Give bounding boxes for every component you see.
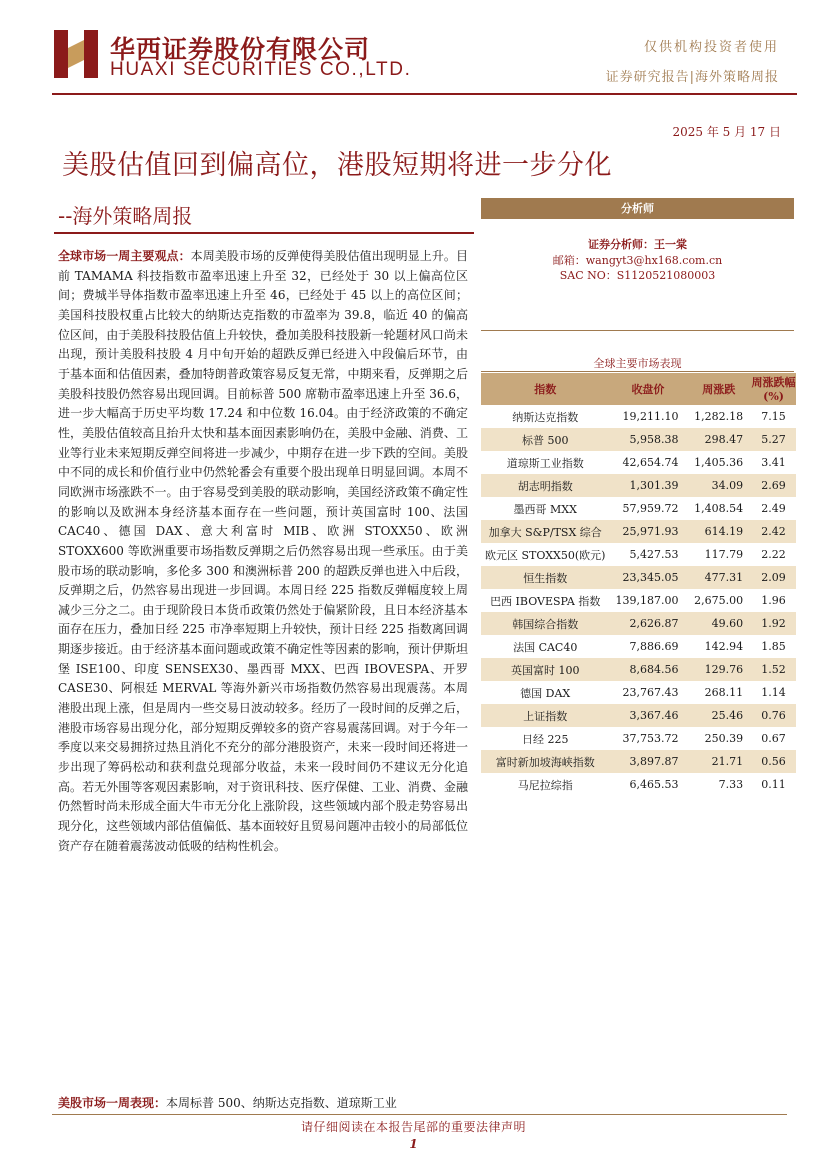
index-name-cell: 德国 DAX — [520, 686, 571, 700]
weekly-pct-cell: 1.14 — [761, 686, 786, 699]
caption-divider — [481, 371, 794, 372]
company-logo — [54, 30, 98, 78]
index-name-cell: 欧元区 STOXX50(欧元) — [485, 548, 606, 562]
weekly-pct-cell: 2.42 — [751, 520, 796, 543]
weekly-pct-cell: 2.69 — [751, 474, 796, 497]
close-price-cell: 42,654.74 — [622, 456, 679, 469]
close-price-cell: 7,886.69 — [629, 640, 679, 653]
main-paragraph — [58, 247, 468, 856]
weekly-change-cell: 7.33 — [718, 778, 744, 791]
bottom-text: 本周标普 500、纳斯达克指数、道琼斯工业 — [166, 1096, 397, 1110]
paragraph-lead: 全球市场一周主要观点： — [58, 249, 191, 263]
table-row — [481, 750, 796, 773]
close-price-cell: 25,971.93 — [609, 520, 686, 543]
close-price-cell: 23,767.43 — [622, 686, 679, 699]
table-row — [481, 612, 796, 635]
table-row — [481, 727, 796, 750]
index-name-cell: 胡志明指数 — [481, 474, 609, 497]
weekly-change-cell: 1,405.36 — [694, 456, 744, 469]
col-header-change: 周涨跌 — [686, 373, 751, 405]
weekly-pct-cell: 2.22 — [761, 548, 786, 561]
table-row — [481, 773, 796, 796]
table-row — [481, 681, 796, 704]
weekly-change-cell: 268.11 — [704, 686, 744, 699]
analyst-email: 邮箱：wangyt3@hx168.com.cn — [552, 254, 723, 267]
index-name-cell: 韩国综合指数 — [481, 612, 609, 635]
index-name-cell: 纳斯达克指数 — [512, 410, 579, 424]
subtitle-divider — [54, 232, 474, 234]
weekly-change-cell: 1,282.18 — [694, 410, 744, 424]
weekly-pct-cell: 0.76 — [751, 704, 796, 727]
weekly-change-cell: 34.09 — [686, 474, 751, 497]
table-row — [481, 543, 796, 566]
company-name-cn: 华西证券股份有限公司 — [110, 35, 371, 64]
close-price-cell: 5,958.38 — [609, 428, 686, 451]
table-row — [481, 704, 796, 727]
table-header-row — [481, 373, 796, 405]
close-price-cell: 3,367.46 — [609, 704, 686, 727]
weekly-pct-cell: 5.27 — [751, 428, 796, 451]
index-name-cell: 上证指数 — [481, 704, 609, 727]
weekly-pct-cell: 1.85 — [761, 640, 786, 653]
weekly-pct-cell: 1.52 — [751, 658, 796, 681]
analyst-sac: SAC NO：S1120521080003 — [559, 269, 716, 282]
weekly-pct-cell: 3.41 — [761, 456, 786, 469]
index-name-cell: 加拿大 S&P/TSX 综合 — [481, 520, 609, 543]
close-price-cell: 1,301.39 — [609, 474, 686, 497]
table-row — [481, 589, 796, 612]
close-price-cell: 3,897.87 — [609, 750, 686, 773]
weekly-pct-cell: 0.67 — [761, 732, 786, 745]
index-name-cell: 道琼斯工业指数 — [506, 456, 584, 470]
header-divider — [52, 93, 797, 95]
weekly-change-cell: 117.79 — [704, 548, 744, 561]
close-price-cell: 6,465.53 — [629, 778, 679, 791]
table-row — [481, 635, 796, 658]
bottom-paragraph — [58, 1094, 478, 1113]
weekly-change-cell: 49.60 — [686, 612, 751, 635]
index-name-cell: 法国 CAC40 — [513, 640, 578, 654]
table-row — [481, 658, 796, 681]
weekly-change-cell: 614.19 — [686, 520, 751, 543]
index-name-cell: 恒生指数 — [481, 566, 609, 589]
table-row — [481, 497, 796, 520]
weekly-pct-cell: 0.11 — [761, 778, 786, 791]
weekly-change-cell: 142.94 — [704, 640, 744, 653]
weekly-change-cell: 298.47 — [686, 428, 751, 451]
report-date: 2025 年 5 月 17 日 — [672, 125, 781, 139]
index-name-cell: 日经 225 — [521, 732, 569, 746]
analyst-divider — [481, 330, 794, 331]
weekly-pct-cell: 1.92 — [751, 612, 796, 635]
index-name-cell: 标普 500 — [481, 428, 609, 451]
weekly-pct-cell: 0.56 — [751, 750, 796, 773]
paragraph-text: 本周美股市场的反弹使得美股估值出现明显上升。目前 TAMAMA 科技指数市盈率迅速上升至 32，已经处于 30 以上偏高位区间；费城半导体指数市盈率迅速上升至 46，已经处于 45 以上的高位区间；美国科技股权重占比较大的纳斯达克指数的市盈率为 39.8，临近 40 的偏高位区间，由于美股科技股估值上升较快，叠加美股科技股新一轮题材风口尚未出现，预计美股科技股 4 月中旬开始的超跌反弹已经进入中段偏后环节，由于基本面和估值因素，叠加特朗普政策容易反复无常，中期来看，反弹期之后美股科技股仍然容易出现回调。目前标普 500 席勒市盈率迅速上升至 36.6，进一步大幅高于历史平均数 17.24 和中位数 16.04。由于经济政策的不确定性，美股估值较高且抬升太快和基本面因素影响仍在，美股中金融、消费、工业等行业未来短期反弹空间将进一步减少，中期存在进一步下跌的空间。美股中不同的成长和价值行业中仍然轮番会有重要个股出现单日明显回调。本周不同欧洲市场涨跌不一。由于容易受到美股的联动影响，美国经济政策不确定性的影响以及欧洲本身经济基本面存在一些问题，预计英国富时 100、法国 CAC40、德国 DAX、意大利富时 MIB、欧洲 STOXX50、欧洲 STOXX600 等欧洲重要市场指数反弹期之后仍然容易出现一些承压。由于美股市场的联动影响，多伦多 300 和澳洲标普 200 的超跌反弹也进入中后段，反弹期之后，仍然容易出现进一步回调。本周日经 225 指数反弹幅度较上周减少三分之二。由于现阶段日本货币政策仍然处于偏紧阶段，且日本经济基本面存在压力，叠加日经 225 市净率短期上升较快，预计日经 225 指数离回调期逐步接近。由于经济基本面问题或政策不确定性等因素的影响，预计伊斯坦堡 ISE100、印度 SENSEX30、墨西哥 MXX、巴西 IBOVESPA、开罗 CASE30、阿根廷 MERVAL 等海外新兴市场指数仍然容易出现震荡。本周港股出现上涨，但是周内一些交易日波动较多。经历了一段时间的反弹之后，港股市场容易出现分化，部分短期反弹较多的资产容易震荡回调。对于今年一季度以来交易拥挤过热且消化不充分的部分港股资产，未来一段时间还将进一步出现了筹码松动和获利盘兑现部分收益，未来一段时间仍不建议无分化追高。若无外围等客观因素影响，对于资讯科技、医疗保健、工业、消费、金融仍然暂时尚未形成全面大牛市无分化上涨阶段，这些领域内部个股走势容易出现分化，这些领域内部估值偏低、基本面较好且贸易问题冲击较小的局部低位资产存在随着震荡波动低吸的结构性机会。 — [58, 249, 468, 853]
footer-divider — [52, 1114, 787, 1115]
weekly-change-cell: 21.71 — [686, 750, 751, 773]
close-price-cell: 57,959.72 — [622, 502, 679, 515]
col-header-index: 指数 — [481, 373, 609, 405]
weekly-change-cell: 25.46 — [686, 704, 751, 727]
weekly-pct-cell: 2.49 — [761, 502, 786, 515]
table-row — [481, 451, 796, 474]
weekly-change-cell: 2,675.00 — [694, 594, 744, 607]
table-row — [481, 566, 796, 589]
page-number: 1 — [409, 1137, 418, 1151]
table-caption: 全球主要市场表现 — [593, 357, 682, 370]
weekly-pct-cell: 2.09 — [751, 566, 796, 589]
report-type: 证券研究报告|海外策略周报 — [605, 70, 779, 85]
report-title: 美股估值回到偏高位，港股短期将进一步分化 — [62, 150, 612, 181]
close-price-cell: 5,427.53 — [629, 548, 679, 561]
weekly-change-cell: 129.76 — [686, 658, 751, 681]
table-row — [481, 474, 796, 497]
table-row — [481, 428, 796, 451]
legal-notice: 请仔细阅读在本报告尾部的重要法律声明 — [300, 1120, 526, 1134]
col-header-close: 收盘价 — [609, 373, 686, 405]
index-name-cell: 墨西哥 MXX — [513, 502, 577, 516]
table-row — [481, 405, 796, 428]
analyst-header: 分析师 — [481, 198, 794, 219]
bottom-lead: 美股市场一周表现： — [58, 1096, 167, 1110]
index-name-cell: 巴西 IBOVESPA 指数 — [490, 594, 601, 608]
weekly-pct-cell: 7.15 — [761, 410, 786, 424]
index-name-cell: 富时新加坡海峡指数 — [481, 750, 609, 773]
table-row — [481, 520, 796, 543]
close-price-cell: 2,626.87 — [609, 612, 686, 635]
company-name-en: HUAXI SECURITIES CO.,LTD. — [110, 59, 412, 80]
weekly-change-cell: 477.31 — [686, 566, 751, 589]
market-table — [481, 373, 796, 796]
report-subtitle: --海外策略周报 — [58, 204, 193, 228]
close-price-cell: 19,211.10 — [622, 410, 679, 424]
index-name-cell: 马尼拉综指 — [517, 778, 573, 792]
close-price-cell: 8,684.56 — [609, 658, 686, 681]
col-header-pct: 周涨跌幅 (%) — [751, 373, 796, 405]
weekly-change-cell: 250.39 — [704, 732, 744, 745]
analyst-name: 证券分析师：王一棠 — [588, 238, 687, 251]
close-price-cell: 23,345.05 — [609, 566, 686, 589]
index-name-cell: 英国富时 100 — [481, 658, 609, 681]
weekly-pct-cell: 1.96 — [761, 594, 786, 607]
audience-notice: 仅供机构投资者使用 — [643, 40, 779, 55]
close-price-cell: 139,187.00 — [615, 594, 679, 607]
close-price-cell: 37,753.72 — [622, 732, 679, 745]
weekly-change-cell: 1,408.54 — [694, 502, 744, 515]
